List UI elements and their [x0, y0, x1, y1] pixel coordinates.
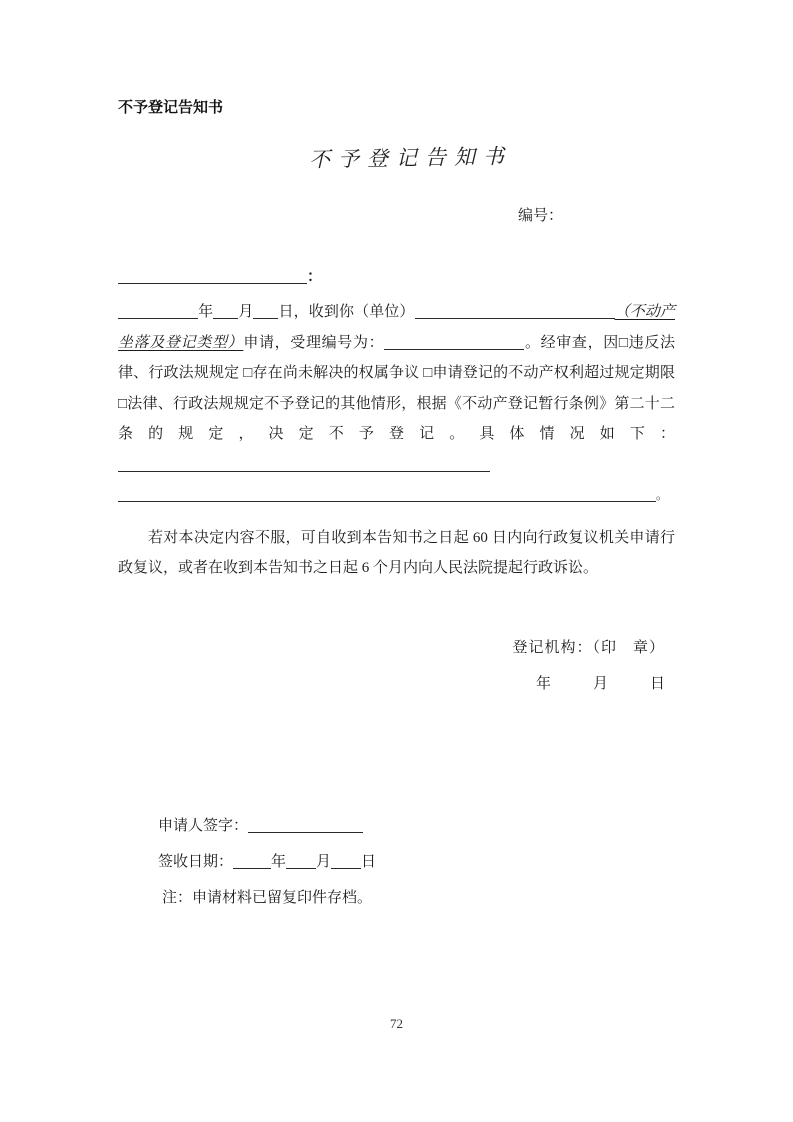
- reason-4-text: 法律、行政法规规定不予登记的其他情形，根据《不动产登记暂行条例》第二十二条的规定，决定不予登记。具体情况如下：: [118, 395, 675, 442]
- checkbox-icon: □: [423, 365, 433, 381]
- month-label: 月: [238, 304, 254, 320]
- applicant-signature-blank: [248, 817, 363, 833]
- year-label: 年: [198, 304, 214, 320]
- receipt-year-label: 年: [271, 853, 287, 870]
- review-text: 。经审查，因: [524, 334, 619, 351]
- authority-seal-label: 登记机构：（印 章）: [512, 639, 665, 656]
- checkbox-icon: □: [243, 365, 253, 381]
- receipt-date-label: 签收日期：: [158, 853, 234, 870]
- sig-year-label: 年: [535, 675, 551, 692]
- year-blank: [118, 303, 198, 319]
- doc-title-heading: 不予登记告知书: [118, 99, 224, 116]
- receipt-block: [158, 808, 675, 916]
- estate-type-note: （不动产坐落及登记类型）: [118, 304, 675, 351]
- reason-2-text: 存在尚未解决的权属争议: [252, 365, 424, 381]
- case-number-blank: [384, 334, 524, 350]
- details-blank-1: [118, 456, 490, 472]
- calligraphy-title: 不予登记告知书: [308, 144, 513, 172]
- apply-text: 申请，受理编号为：: [243, 334, 385, 351]
- archive-note-text: 注：申请材料已留复印件存档。: [162, 889, 373, 906]
- receipt-month-label: 月: [316, 853, 332, 870]
- checkbox-icon: □: [118, 395, 128, 412]
- body-paragraph-2: [118, 523, 675, 584]
- receipt-day-label: 日: [361, 853, 377, 870]
- page-number: 72: [390, 1016, 403, 1031]
- applicant-signature-line: [158, 808, 675, 844]
- serial-number-line: [118, 205, 675, 227]
- day-label: 日: [278, 304, 294, 320]
- applicant-signature-label: 申请人签字：: [158, 817, 249, 834]
- reason-1-text: 违反法律、行政法规规定: [118, 334, 675, 381]
- sig-day-label: 日: [649, 675, 665, 692]
- sig-month-label: 月: [592, 675, 608, 692]
- receipt-date-line: [158, 844, 675, 880]
- signature-date-line: [118, 672, 665, 696]
- addressee-blank: [118, 268, 307, 284]
- body-paragraph-1: [118, 297, 675, 511]
- details-blank-2: [118, 486, 656, 502]
- month-blank: [213, 303, 238, 319]
- receipt-year-blank: [233, 853, 271, 869]
- closing-period: 。: [656, 488, 669, 502]
- receipt-month-blank: [286, 853, 316, 869]
- checkbox-icon: □: [618, 334, 629, 351]
- addressee-colon: ：: [307, 269, 323, 285]
- day-blank: [253, 303, 278, 319]
- appeal-rights-text: 若对本决定内容不服，可自收到本告知书之日起 60 日内向行政复议机关申请行政复议，或者在收到本告知书之日起 6 个月内向人民法院提起行政诉讼。: [118, 529, 675, 576]
- addressee-line: [118, 265, 675, 289]
- archive-note-line: [162, 880, 675, 916]
- applicant-unit-blank: [415, 303, 615, 319]
- signature-block: [118, 636, 675, 696]
- receipt-day-blank: [331, 853, 361, 869]
- registration-authority-line: [118, 636, 665, 660]
- serial-number-label: 编号：: [517, 208, 563, 224]
- reason-3-text: 申请登记的不动产权利超过规定期限: [432, 365, 675, 381]
- received-text: ，收到你（单位）: [293, 304, 415, 320]
